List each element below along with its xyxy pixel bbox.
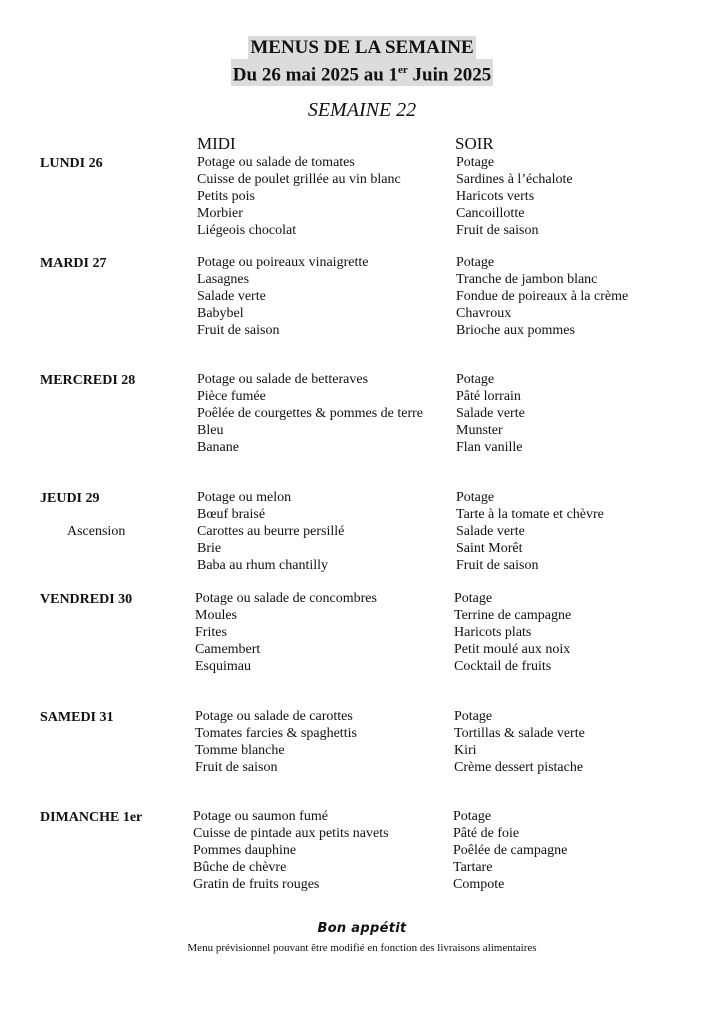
menu-soir xyxy=(456,372,525,456)
menu-item: Potage ou saumon fumé xyxy=(193,809,328,824)
day-label: VENDREDI 30 xyxy=(40,592,133,607)
menu-item: Morbier xyxy=(197,205,243,221)
menu-item: Bleu xyxy=(197,422,224,438)
day-label: LUNDI 26 xyxy=(40,156,103,171)
menu-item: Fruit de saison xyxy=(197,322,280,338)
menu-item: Esquimau xyxy=(195,658,251,674)
menu-item: Tranche de jambon blanc xyxy=(456,271,598,287)
menu-item: Moules xyxy=(195,607,237,623)
menu-item: Potage xyxy=(456,372,495,387)
menu-soir xyxy=(454,709,585,777)
menu-item: Munster xyxy=(456,422,503,438)
menu-item: Flan vanille xyxy=(456,439,523,455)
day-label: DIMANCHE 1er xyxy=(40,810,143,825)
menu-item: Compote xyxy=(453,876,505,892)
menu-item: Brioche aux pommes xyxy=(456,322,575,338)
menu-item: Lasagnes xyxy=(197,271,250,287)
menu-item: Haricots verts xyxy=(456,188,535,204)
menu-item: Pâté de foie xyxy=(453,825,520,841)
column-header-soir: SOIR xyxy=(455,134,494,153)
date-range: Du 26 mai 2025 au 1er Juin 2025 xyxy=(231,59,493,86)
menu-item: Fruit de saison xyxy=(456,557,539,573)
menu-midi xyxy=(193,809,389,893)
menu-item: Poêlée de campagne xyxy=(453,842,568,858)
menu-item: Bœuf braisé xyxy=(197,506,266,522)
menu-item: Gratin de fruits rouges xyxy=(193,876,320,892)
menu-item: Fruit de saison xyxy=(456,222,539,238)
menu-item: Banane xyxy=(197,439,239,455)
menu-midi xyxy=(197,255,368,339)
menu-item: Cuisse de pintade aux petits navets xyxy=(193,825,389,841)
menu-item: Pommes dauphine xyxy=(193,842,297,858)
menu-item: Potage ou salade de tomates xyxy=(197,155,355,170)
menu-item: Tartare xyxy=(453,859,493,875)
menu-item: Salade verte xyxy=(456,405,525,421)
menu-item: Petits pois xyxy=(197,188,255,204)
day-label: JEUDI 29 xyxy=(40,491,100,506)
menu-item: Pièce fumée xyxy=(197,388,266,404)
menu-item: Baba au rhum chantilly xyxy=(197,557,329,573)
menu-item: Cancoillotte xyxy=(456,205,525,221)
menu-soir xyxy=(454,591,571,675)
menu-soir xyxy=(456,155,573,239)
menu-item: Potage xyxy=(456,255,495,270)
menu-item: Potage ou salade de carottes xyxy=(195,709,353,724)
menu-item: Salade verte xyxy=(456,523,525,539)
menu-soir xyxy=(456,255,628,339)
menu-soir xyxy=(456,490,604,574)
menu-item: Petit moulé aux noix xyxy=(454,641,571,657)
menu-item: Potage xyxy=(453,809,492,824)
day-label: MERCREDI 28 xyxy=(40,373,136,388)
menu-midi xyxy=(197,490,344,574)
menu-item: Liégeois chocolat xyxy=(197,222,297,238)
menu-item: Crème dessert pistache xyxy=(454,759,584,775)
menu-soir xyxy=(453,809,567,893)
menu-item: Tortillas & salade verte xyxy=(454,725,585,741)
menu-item: Tarte à la tomate et chèvre xyxy=(456,506,604,522)
menu-item: Tomates farcies & spaghettis xyxy=(195,725,357,741)
menu-item: Tomme blanche xyxy=(195,742,285,758)
menu-item: Kiri xyxy=(454,742,477,758)
menu-item: Chavroux xyxy=(456,305,512,321)
menu-item: Babybel xyxy=(197,305,244,321)
menu-item: Potage xyxy=(456,490,495,505)
menu-item: Carottes au beurre persillé xyxy=(197,523,345,539)
day-note: Ascension xyxy=(67,524,126,539)
menu-item: Haricots plats xyxy=(454,624,532,640)
menu-item: Fruit de saison xyxy=(195,759,278,775)
day-label: SAMEDI 31 xyxy=(40,710,114,725)
menu-item: Brie xyxy=(197,540,222,556)
menu-item: Terrine de campagne xyxy=(454,607,572,623)
menu-item: Potage ou melon xyxy=(197,490,292,505)
week-number: SEMAINE 22 xyxy=(307,99,417,121)
menu-item: Saint Morêt xyxy=(456,540,523,556)
menu-item: Cuisse de poulet grillée au vin blanc xyxy=(197,171,401,187)
menu-midi xyxy=(195,591,377,675)
menu-item: Frites xyxy=(195,624,227,640)
menu-item: Salade verte xyxy=(197,288,266,304)
menu-item: Sardines à l’échalote xyxy=(456,171,573,187)
menu-item: Potage ou salade de betteraves xyxy=(197,372,369,387)
menu-item: Pâté lorrain xyxy=(456,388,521,404)
menu-item: Potage ou poireaux vinaigrette xyxy=(197,255,369,270)
disclaimer-note: Menu prévisionnel pouvant être modifié en fonction des livraisons alimentaires xyxy=(187,942,537,954)
menu-midi xyxy=(197,372,423,456)
menu-item: Cocktail de fruits xyxy=(454,658,552,674)
menu-item: Potage xyxy=(456,155,495,170)
menu-item: Potage xyxy=(454,709,493,724)
bon-appetit-text: Bon appétit xyxy=(317,921,407,936)
menu-midi xyxy=(197,155,401,239)
menu-item: Bûche de chèvre xyxy=(193,859,287,875)
menu-item: Poêlée de courgettes & pommes de terre xyxy=(197,405,423,421)
menu-item: Potage ou salade de concombres xyxy=(195,591,377,606)
menu-item: Camembert xyxy=(195,641,261,657)
page-header xyxy=(0,36,724,86)
day-label: MARDI 27 xyxy=(40,256,107,271)
menu-item: Potage xyxy=(454,591,493,606)
menu-midi xyxy=(195,709,357,777)
menu-item: Fondue de poireaux à la crème xyxy=(456,288,629,304)
page-title: MENUS DE LA SEMAINE xyxy=(250,37,474,58)
column-header-midi: MIDI xyxy=(197,134,236,153)
